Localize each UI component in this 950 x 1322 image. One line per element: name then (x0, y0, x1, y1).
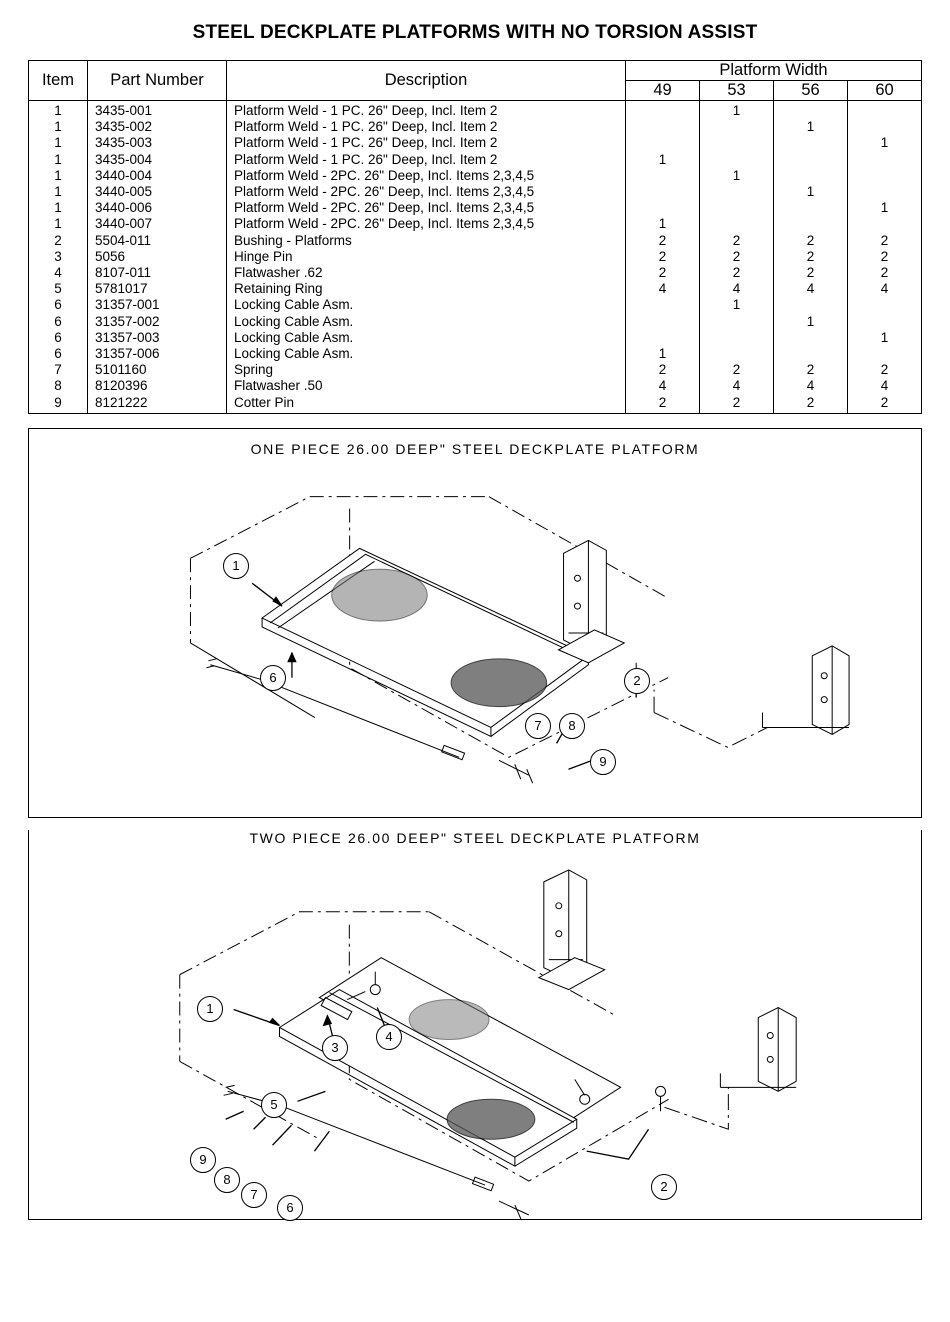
cell-qty-width-53 (700, 330, 774, 346)
cell-description: Locking Cable Asm. (227, 314, 626, 330)
table-row (29, 395, 922, 414)
cell-qty-width-49: 1 (626, 346, 700, 362)
cell-part-number: 31357-001 (88, 297, 227, 313)
cell-description: Platform Weld - 2PC. 26" Deep, Incl. Items 2,3,4,5 (227, 184, 626, 200)
cell-part-number: 31357-006 (88, 346, 227, 362)
cell-qty-width-56 (774, 168, 848, 184)
cell-qty-width-49: 2 (626, 249, 700, 265)
cell-item: 1 (29, 135, 88, 151)
table-row (29, 346, 922, 362)
cell-item: 1 (29, 168, 88, 184)
cell-part-number: 5781017 (88, 281, 227, 297)
cell-qty-width-60: 2 (848, 233, 922, 249)
callout-4: 4 (376, 1024, 402, 1050)
cell-qty-width-49 (626, 314, 700, 330)
cell-item: 6 (29, 314, 88, 330)
cell-item: 3 (29, 249, 88, 265)
cell-part-number: 3440-007 (88, 216, 227, 232)
cell-item: 4 (29, 265, 88, 281)
figure-drawing-one-piece (29, 429, 921, 817)
cell-part-number: 8107-011 (88, 265, 227, 281)
cell-item: 5 (29, 281, 88, 297)
callout-2: 2 (624, 668, 650, 694)
table-row (29, 330, 922, 346)
figure-drawing-two-piece (29, 830, 921, 1219)
table-row (29, 281, 922, 297)
cell-qty-width-56 (774, 330, 848, 346)
column-header-item: Item (29, 61, 88, 101)
cell-qty-width-49 (626, 330, 700, 346)
cell-qty-width-56: 2 (774, 233, 848, 249)
cell-description: Flatwasher .62 (227, 265, 626, 281)
cell-part-number: 3440-005 (88, 184, 227, 200)
cell-qty-width-60: 2 (848, 265, 922, 281)
table-row (29, 168, 922, 184)
figure-title-two-piece: TWO PIECE 26.00 DEEP" STEEL DECKPLATE PLATFORM (249, 829, 701, 846)
cell-qty-width-56: 2 (774, 249, 848, 265)
table-header (29, 61, 922, 101)
cell-description: Locking Cable Asm. (227, 346, 626, 362)
cell-item: 1 (29, 184, 88, 200)
page-title: STEEL DECKPLATE PLATFORMS WITH NO TORSION ASSIST (192, 22, 758, 43)
cell-qty-width-53 (700, 135, 774, 151)
cell-qty-width-49: 4 (626, 281, 700, 297)
table-row (29, 297, 922, 313)
cell-item: 6 (29, 297, 88, 313)
cell-description: Platform Weld - 1 PC. 26" Deep, Incl. Item 2 (227, 135, 626, 151)
cell-qty-width-60: 2 (848, 362, 922, 378)
cell-qty-width-60 (848, 184, 922, 200)
cell-description: Flatwasher .50 (227, 378, 626, 394)
cell-qty-width-53: 2 (700, 395, 774, 414)
cell-description: Retaining Ring (227, 281, 626, 297)
cell-qty-width-53 (700, 216, 774, 232)
cell-qty-width-56 (774, 346, 848, 362)
cell-item: 6 (29, 346, 88, 362)
callout-8: 8 (559, 713, 585, 739)
cell-part-number: 31357-002 (88, 314, 227, 330)
cell-qty-width-53 (700, 119, 774, 135)
callout-9: 9 (190, 1147, 216, 1173)
cell-description: Platform Weld - 2PC. 26" Deep, Incl. Items 2,3,4,5 (227, 168, 626, 184)
cell-qty-width-49: 2 (626, 233, 700, 249)
column-header-width-53: 53 (700, 81, 774, 101)
cell-item: 8 (29, 378, 88, 394)
cell-qty-width-49 (626, 101, 700, 120)
cell-qty-width-53 (700, 200, 774, 216)
cell-description: Platform Weld - 1 PC. 26" Deep, Incl. Item 2 (227, 101, 626, 120)
cell-part-number: 5101160 (88, 362, 227, 378)
table-body (29, 101, 922, 414)
cell-part-number: 5504-011 (88, 233, 227, 249)
cell-item: 1 (29, 216, 88, 232)
cell-qty-width-49: 2 (626, 362, 700, 378)
column-header-width-60: 60 (848, 81, 922, 101)
cell-description: Platform Weld - 1 PC. 26" Deep, Incl. Item 2 (227, 119, 626, 135)
figure-title-one-piece: ONE PIECE 26.00 DEEP" STEEL DECKPLATE PLATFORM (250, 440, 700, 457)
cell-qty-width-60 (848, 297, 922, 313)
figure-panel-two-piece (28, 830, 922, 1220)
cell-qty-width-53 (700, 152, 774, 168)
callout-6: 6 (277, 1195, 303, 1221)
cell-part-number: 3435-001 (88, 101, 227, 120)
cell-qty-width-56: 4 (774, 281, 848, 297)
table-row (29, 265, 922, 281)
cell-qty-width-60 (848, 168, 922, 184)
cell-part-number: 3440-004 (88, 168, 227, 184)
cell-qty-width-56: 1 (774, 119, 848, 135)
cell-item: 2 (29, 233, 88, 249)
cell-qty-width-49 (626, 135, 700, 151)
cell-qty-width-60: 1 (848, 330, 922, 346)
cell-qty-width-53: 1 (700, 297, 774, 313)
cell-qty-width-56: 2 (774, 395, 848, 414)
cell-description: Platform Weld - 2PC. 26" Deep, Incl. Items 2,3,4,5 (227, 200, 626, 216)
cell-item: 1 (29, 200, 88, 216)
column-header-part-number: Part Number (88, 61, 227, 101)
table-row (29, 119, 922, 135)
cell-item: 7 (29, 362, 88, 378)
cell-description: Locking Cable Asm. (227, 297, 626, 313)
cell-qty-width-53: 4 (700, 378, 774, 394)
callout-1: 1 (197, 996, 223, 1022)
parts-table (28, 60, 922, 414)
document-page (0, 22, 950, 1322)
column-header-description: Description (227, 61, 626, 101)
cell-qty-width-56 (774, 200, 848, 216)
cell-qty-width-60 (848, 101, 922, 120)
cell-qty-width-60: 2 (848, 395, 922, 414)
table-row (29, 249, 922, 265)
cell-qty-width-53: 1 (700, 101, 774, 120)
cell-qty-width-56: 1 (774, 184, 848, 200)
cell-qty-width-53 (700, 184, 774, 200)
cell-qty-width-53: 2 (700, 233, 774, 249)
cell-qty-width-53: 2 (700, 362, 774, 378)
cell-qty-width-49 (626, 184, 700, 200)
table-row (29, 184, 922, 200)
table-row (29, 200, 922, 216)
cell-item: 6 (29, 330, 88, 346)
callout-7: 7 (241, 1182, 267, 1208)
cell-qty-width-56 (774, 216, 848, 232)
column-header-width-56: 56 (774, 81, 848, 101)
cell-qty-width-56 (774, 101, 848, 120)
cell-qty-width-53 (700, 314, 774, 330)
cell-description: Platform Weld - 2PC. 26" Deep, Incl. Items 2,3,4,5 (227, 216, 626, 232)
cell-part-number: 3435-003 (88, 135, 227, 151)
cell-part-number: 5056 (88, 249, 227, 265)
cell-qty-width-56: 2 (774, 265, 848, 281)
cell-qty-width-60: 1 (848, 135, 922, 151)
cell-item: 1 (29, 152, 88, 168)
cell-description: Hinge Pin (227, 249, 626, 265)
callout-2: 2 (651, 1174, 677, 1200)
cell-qty-width-56: 1 (774, 314, 848, 330)
table-row (29, 378, 922, 394)
cell-qty-width-60 (848, 314, 922, 330)
cell-description: Platform Weld - 1 PC. 26" Deep, Incl. Item 2 (227, 152, 626, 168)
cell-part-number: 8120396 (88, 378, 227, 394)
cell-qty-width-60 (848, 346, 922, 362)
cell-item: 9 (29, 395, 88, 414)
cell-qty-width-60 (848, 216, 922, 232)
cell-qty-width-49 (626, 297, 700, 313)
cell-qty-width-60: 2 (848, 249, 922, 265)
cell-qty-width-56 (774, 152, 848, 168)
callout-3: 3 (322, 1035, 348, 1061)
cell-qty-width-53: 2 (700, 265, 774, 281)
cell-description: Cotter Pin (227, 395, 626, 414)
cell-qty-width-49: 2 (626, 265, 700, 281)
cell-part-number: 8121222 (88, 395, 227, 414)
cell-part-number: 3440-006 (88, 200, 227, 216)
cell-qty-width-60 (848, 119, 922, 135)
cell-description: Bushing - Platforms (227, 233, 626, 249)
cell-item: 1 (29, 101, 88, 120)
table-row (29, 152, 922, 168)
table-row (29, 135, 922, 151)
cell-qty-width-53: 1 (700, 168, 774, 184)
cell-part-number: 3435-004 (88, 152, 227, 168)
cell-qty-width-56 (774, 297, 848, 313)
table-row (29, 362, 922, 378)
cell-qty-width-56 (774, 135, 848, 151)
cell-qty-width-49 (626, 200, 700, 216)
callout-8: 8 (214, 1167, 240, 1193)
cell-qty-width-49: 1 (626, 152, 700, 168)
cell-qty-width-60 (848, 152, 922, 168)
cell-description: Locking Cable Asm. (227, 330, 626, 346)
table-row (29, 314, 922, 330)
cell-qty-width-60: 4 (848, 378, 922, 394)
cell-qty-width-49 (626, 119, 700, 135)
cell-item: 1 (29, 119, 88, 135)
callout-9: 9 (590, 749, 616, 775)
cell-qty-width-60: 4 (848, 281, 922, 297)
cell-qty-width-56: 2 (774, 362, 848, 378)
cell-part-number: 31357-003 (88, 330, 227, 346)
cell-qty-width-53: 4 (700, 281, 774, 297)
cell-qty-width-60: 1 (848, 200, 922, 216)
cell-qty-width-53 (700, 346, 774, 362)
column-header-width-49: 49 (626, 81, 700, 101)
figure-panel-one-piece (28, 428, 922, 818)
cell-qty-width-49: 4 (626, 378, 700, 394)
cell-qty-width-56: 4 (774, 378, 848, 394)
column-header-platform-width: Platform Width (626, 61, 922, 81)
cell-qty-width-49 (626, 168, 700, 184)
cell-description: Spring (227, 362, 626, 378)
table-row (29, 233, 922, 249)
cell-qty-width-49: 1 (626, 216, 700, 232)
table-row (29, 101, 922, 120)
callout-1: 1 (223, 553, 249, 579)
callout-5: 5 (261, 1092, 287, 1118)
callout-7: 7 (525, 713, 551, 739)
cell-part-number: 3435-002 (88, 119, 227, 135)
callout-6: 6 (260, 665, 286, 691)
cell-qty-width-53: 2 (700, 249, 774, 265)
cell-qty-width-49: 2 (626, 395, 700, 414)
table-row (29, 216, 922, 232)
